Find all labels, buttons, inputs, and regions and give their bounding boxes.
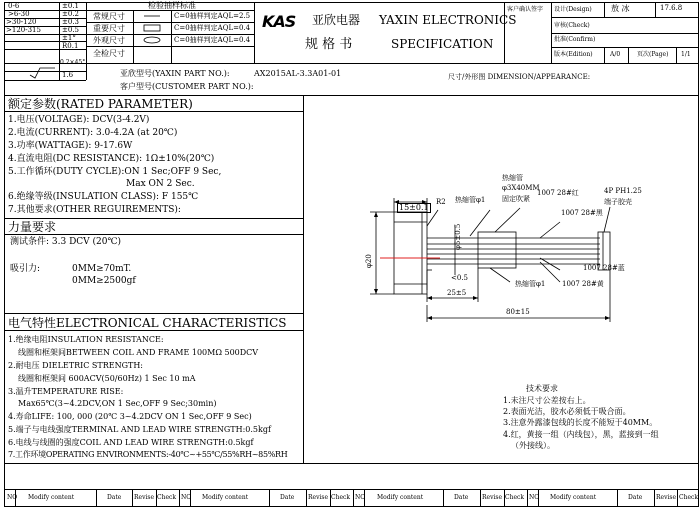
rev-check-2: Check: [331, 494, 351, 501]
rev-date-3: Date: [454, 494, 469, 501]
dim-15: 15±0.1: [399, 203, 429, 212]
rev-revise-1: Revise: [134, 494, 155, 501]
tol-value-2: ±0.2: [62, 10, 79, 18]
rated-current: 2.电流(CURRENT): 3.0-4.2A (at 20℃): [8, 128, 178, 138]
rated-insulation: 6.绝缘等级(INSULATION CLASS): F 155℃: [8, 192, 199, 202]
design-date: 17.6.8: [660, 4, 683, 12]
label-shrink-size: φ3X40MM: [502, 184, 540, 192]
elec-line-7: 4.寿命LIFE: 100, 000 (20℃ 3~4.2DCV ON 1 Sec,OFF 9 Sec): [8, 412, 252, 421]
edition-label: 版本(Edition): [554, 51, 593, 58]
company-logo: KAS: [262, 12, 296, 31]
design-label: 设计(Design): [554, 6, 592, 13]
inspection-criterion-1: C=0抽样判定AQL=2.5: [174, 12, 251, 20]
force-value-2: 0MM≥2500gf: [72, 276, 136, 286]
tol-range-1: 0-6: [8, 2, 20, 10]
rated-voltage: 1.电压(VOLTAGE): DCV(3-4.2V): [8, 115, 150, 125]
rev-no-4: NO: [529, 494, 540, 501]
rev-no-2: NO: [181, 494, 192, 501]
yaxin-part-number: AX2015AL-3.3A01-01: [254, 69, 342, 78]
tech-line-4: 4.红，黄接一组（内线包），黑，蓝接到一组: [503, 430, 659, 439]
electrical-header: 电气特性ELECTRONICAL CHARACTERISTICS: [8, 316, 287, 330]
rev-revise-2: Revise: [308, 494, 329, 501]
dim-80: 80±15: [506, 308, 530, 316]
elec-line-3: 2.耐电压 DIELETRIC STRENGTH:: [8, 361, 144, 370]
dimension-label: 尺寸/外形图 DIMENSION/APPEARANCE:: [448, 73, 591, 81]
force-value-1: 0MM≥70mT.: [72, 264, 132, 274]
tech-line-3: 3.注意外露漆包线的长度不能短于40MM。: [503, 418, 658, 427]
rev-revise-4: Revise: [656, 494, 677, 501]
label-shrink-tube-2: 热缩管: [502, 174, 523, 182]
rev-no-1: NO: [7, 494, 18, 501]
tol-angle: ±1°: [62, 34, 76, 42]
tech-header: 技术要求: [526, 384, 558, 393]
tol-range-2: >6-30: [8, 10, 30, 18]
rev-modify-4: Modify content: [550, 494, 597, 501]
check-label: 审核(Check): [554, 22, 590, 29]
rev-revise-3: Revise: [482, 494, 503, 501]
rated-max-on: Max ON 2 Sec.: [126, 179, 195, 189]
confirm-label: 批准(Confirm): [554, 36, 596, 43]
rev-date-2: Date: [280, 494, 295, 501]
tol-roughness: 1.6: [62, 71, 74, 79]
tol-value-1: ±0.1: [62, 2, 79, 10]
designer-name: 敖 冰: [611, 4, 630, 13]
rev-check-1: Check: [157, 494, 177, 501]
inspection-label-4: 全检尺寸: [93, 49, 125, 58]
inspection-header: 检验抽样标准: [148, 1, 196, 10]
tol-value-4: ±0.5: [62, 26, 79, 34]
inspection-label-2: 重要尺寸: [93, 24, 125, 33]
dim-05: <0.5: [451, 274, 468, 282]
rev-modify-1: Modify content: [28, 494, 75, 501]
rev-modify-3: Modify content: [377, 494, 424, 501]
customer-confirm-label: 客户确认签字: [507, 6, 544, 13]
tech-line-2: 2.表面光洁，胶水必须低于吸合面。: [503, 407, 631, 416]
customer-part-label: 客户型号(CUSTOMER PART NO.):: [120, 82, 254, 91]
label-wire-red: 1007 28#红: [537, 189, 579, 197]
company-name-en: YAXIN ELECTRONICS: [379, 13, 517, 27]
tol-chamfer: 0.2×45°: [60, 59, 86, 66]
edition-value: A/0: [610, 51, 621, 58]
tech-line-5: （外接线）。: [511, 441, 555, 450]
rev-modify-2: Modify content: [202, 494, 249, 501]
label-shrink-fix: 固定吹紧: [502, 195, 530, 203]
elec-line-10: 7.工作环境OPERATING ENVIRONMENTS:-40℃~+55℃/55%RH~85%RH: [8, 450, 288, 459]
elec-line-4: 线圈和框架间 600ACV(50/60Hz) 1 Sec 10 mA: [18, 374, 196, 383]
dim-r2: R2: [436, 198, 446, 206]
rated-other: 7.其他要求(OTHER REGUIREMENTS):: [8, 205, 181, 215]
elec-line-1: 1.绝缘电阻INSULATION RESISTANCE:: [8, 335, 164, 344]
inspection-criterion-3: C=0抽样判定AQL=0.4: [174, 36, 251, 44]
rev-no-3: NO: [355, 494, 366, 501]
force-test-condition: 测试条件: 3.3 DCV (20℃): [10, 237, 122, 247]
label-connector: 4P PH1.25: [604, 187, 642, 195]
rated-header: 额定参数(RATED PARAMETER): [8, 97, 193, 111]
dim-25: 25±5: [447, 289, 467, 297]
yaxin-part-label: 亚欣型号(YAXIN PART NO.):: [120, 69, 230, 78]
force-suction-label: 吸引力:: [10, 264, 41, 274]
inspection-label-3: 外观尺寸: [93, 36, 125, 45]
elec-line-2: 线圈和框架间BETWEEN COIL AND FRAME 100MΩ 500DCV: [18, 348, 259, 357]
elec-line-9: 6.电线与线圈的强度COIL AND LEAD WIRE STRENGTH:0.5kgf: [8, 438, 254, 447]
rev-date-4: Date: [628, 494, 643, 501]
elec-line-8: 5.端子与电线强度TERMINAL AND LEAD WIRE STRENGTH:0.5kgf: [8, 425, 271, 434]
tol-radius: R0.1: [62, 42, 79, 50]
company-name-cn: 亚欣电器: [312, 13, 361, 27]
label-shrink-tube-1: 热缩管φ1: [455, 196, 486, 204]
surface-symbol-icon: [30, 68, 55, 78]
doc-title-cn: 规 格 书: [305, 37, 353, 52]
label-wire-blue: 1007 28#蓝: [583, 264, 625, 272]
rect-symbol-icon: [144, 25, 160, 31]
rev-check-3: Check: [505, 494, 525, 501]
rated-resistance: 4.直流电阻(DC RESISTANCE): 1Ω±10%(20℃): [8, 154, 215, 164]
doc-title-en: SPECIFICATION: [391, 37, 494, 51]
rev-check-4: Check: [679, 494, 699, 501]
elec-line-5: 3.温升TEMPERATURE RISE:: [8, 387, 124, 396]
elec-line-6: Max65℃(3~4.2DCV,ON 1 Sec,OFF 9 Sec;30min): [18, 399, 217, 408]
tech-line-1: 1.未注尺寸公差按右上。: [503, 396, 591, 405]
inspection-label-1: 常规尺寸: [93, 12, 125, 21]
label-shrink-tube-3: 热缩管φ1: [515, 280, 546, 288]
tol-range-3: >30-120: [6, 18, 37, 26]
force-header: 力量要求: [8, 220, 57, 234]
rated-wattage: 3.功率(WATTAGE): 9-17.6W: [8, 141, 133, 151]
tol-value-3: ±0.3: [62, 18, 79, 26]
rev-date-1: Date: [107, 494, 122, 501]
dim-d20: φ20: [365, 254, 373, 268]
page-label: 页次(Page): [637, 51, 669, 58]
inspection-criterion-2: C=0抽样判定AQL=0.4: [174, 24, 251, 32]
rated-duty-cycle: 5.工作循环(DUTY CYCLE):ON 1 Sec;OFF 9 Sec,: [8, 167, 222, 177]
page-value: 1/1: [681, 51, 691, 58]
dim-d5: φ5±0.5: [454, 223, 462, 250]
label-connector-housing: 端子胶壳: [604, 198, 632, 206]
tol-range-4: >120-315: [6, 26, 41, 34]
label-wire-black: 1007 28#黑: [561, 209, 603, 217]
ellipse-symbol-icon: [144, 37, 160, 43]
label-wire-yellow: 1007 28#黄: [562, 280, 604, 288]
